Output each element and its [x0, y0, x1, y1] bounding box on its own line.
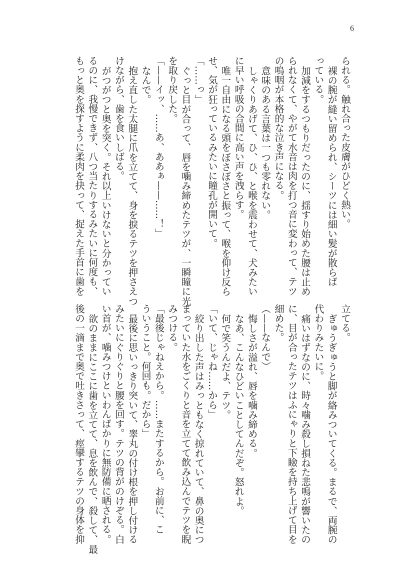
text-line: もっと奥を探すように柔肉を抉って、捉えた手首に歯を — [73, 56, 85, 296]
text-line: に早い呼吸の合間に高い声を洩らす。 — [232, 56, 244, 220]
text-line: けながら、歯を食いしばる。 — [112, 56, 124, 181]
dialogue-line: 「——イッ、……あ、ああぁ——……！」 — [152, 56, 164, 239]
text-line: を取り戻した。 — [166, 56, 178, 124]
text-line: に、目が合ったテツはふにゃりと下瞼を持ち上げて目を — [285, 304, 297, 544]
upper-text-block — [69, 56, 351, 308]
text-line: 裸の腕が縫い留められ、シーツには細い髪が散らば — [325, 65, 337, 287]
dialogue-line: 「……っ」 — [192, 56, 204, 104]
text-line: 加減をするつもりだったのに、揺すり始めた腰は止め — [299, 65, 311, 296]
text-line: 最後に思いっきり突いて、睾丸の付け根を押し付ける — [126, 313, 138, 544]
text-line: せ、気が狂っているみたいに瞳孔が開いて。 — [206, 56, 218, 248]
text-line: まっていた水をごくりと音を立てて飲み込んでテツを睨 — [179, 304, 191, 544]
text-line: ぐっと目が合って、唇を噛み締めたテツが、一瞬瞳に光 — [179, 65, 191, 306]
text-line: みたいにぐりぐりと腰を回す。テツの背がのけぞる。白 — [112, 304, 124, 544]
text-line: 意味のある言葉は一つも零れない。 — [259, 65, 271, 220]
text-line: ぎゅうぎゅうと脚が絡みついてくる。まるで、両腕の — [325, 313, 337, 544]
dialogue-line: 「最後じゃねえから。……またするから。お前に、こ — [152, 304, 164, 535]
text-line: 抱え直した太腿に爪を立てて、身を捩るテツを押さえつ — [126, 65, 138, 306]
dialogue-line: ういうこと。何回も。だから」 — [139, 304, 151, 439]
text-line: っている。 — [312, 56, 324, 104]
text-line: なあ、こんなひどいことしてんだぞ。怒れよ。 — [232, 313, 244, 516]
text-line: 立てる。 — [339, 304, 350, 343]
text-line: るのに、我慢できず、八つ当たりするみたいに何度も、 — [86, 56, 98, 296]
text-line: なんで。 — [139, 65, 151, 104]
text-line: 絞り出した声はみっともなく掠れていて、鼻の奥につ — [192, 313, 204, 544]
text-line: 代わりみたいに。 — [312, 304, 324, 381]
text-line: がつがつと奥を突く。それ以上いけないと分かってい — [99, 65, 111, 296]
dialogue-line: 「いて、じゃね……から」 — [206, 304, 218, 420]
text-line: の嗚咽が本格的な泣き声になる。 — [272, 56, 284, 200]
lower-text-block — [69, 304, 351, 556]
text-line: 悔しさが溢れ、唇を噛み締める。 — [245, 313, 257, 458]
text-line: 後の一滴まで奥で吐きさって、痙攣するテツの身体を抑 — [73, 304, 85, 544]
text-line: られる。触れ合った皮膚がひどく熱い。 — [339, 56, 350, 229]
text-line: しゃくりあげて、ひ、ひ、と喉を震わせて、犬みたい — [245, 65, 257, 296]
text-line: 痛いはずなのに、時々噛み殺し損ねた悲鳴が響いたの — [299, 313, 311, 544]
text-line: い首が、噛みつけといわんばかりに無防備に晒される。 — [99, 304, 111, 544]
text-line: みつける。 — [166, 304, 178, 352]
page-number: 6 — [350, 24, 354, 33]
text-line: 欲のままにここに歯を立てて、息を飲んで、殺して、最 — [86, 313, 98, 554]
inner-monologue-line: （——なんで） — [259, 304, 271, 372]
text-line: 何で笑うんだよ、テツ。 — [219, 313, 231, 420]
text-line: られなくて、やがて水音は肉を打つ音に変わって、テツ — [285, 56, 297, 296]
text-line: 唯一自由になる頭をぼさぼさと振って、喉を仰け反ら — [219, 65, 231, 296]
text-line: 細めた。 — [272, 304, 284, 343]
